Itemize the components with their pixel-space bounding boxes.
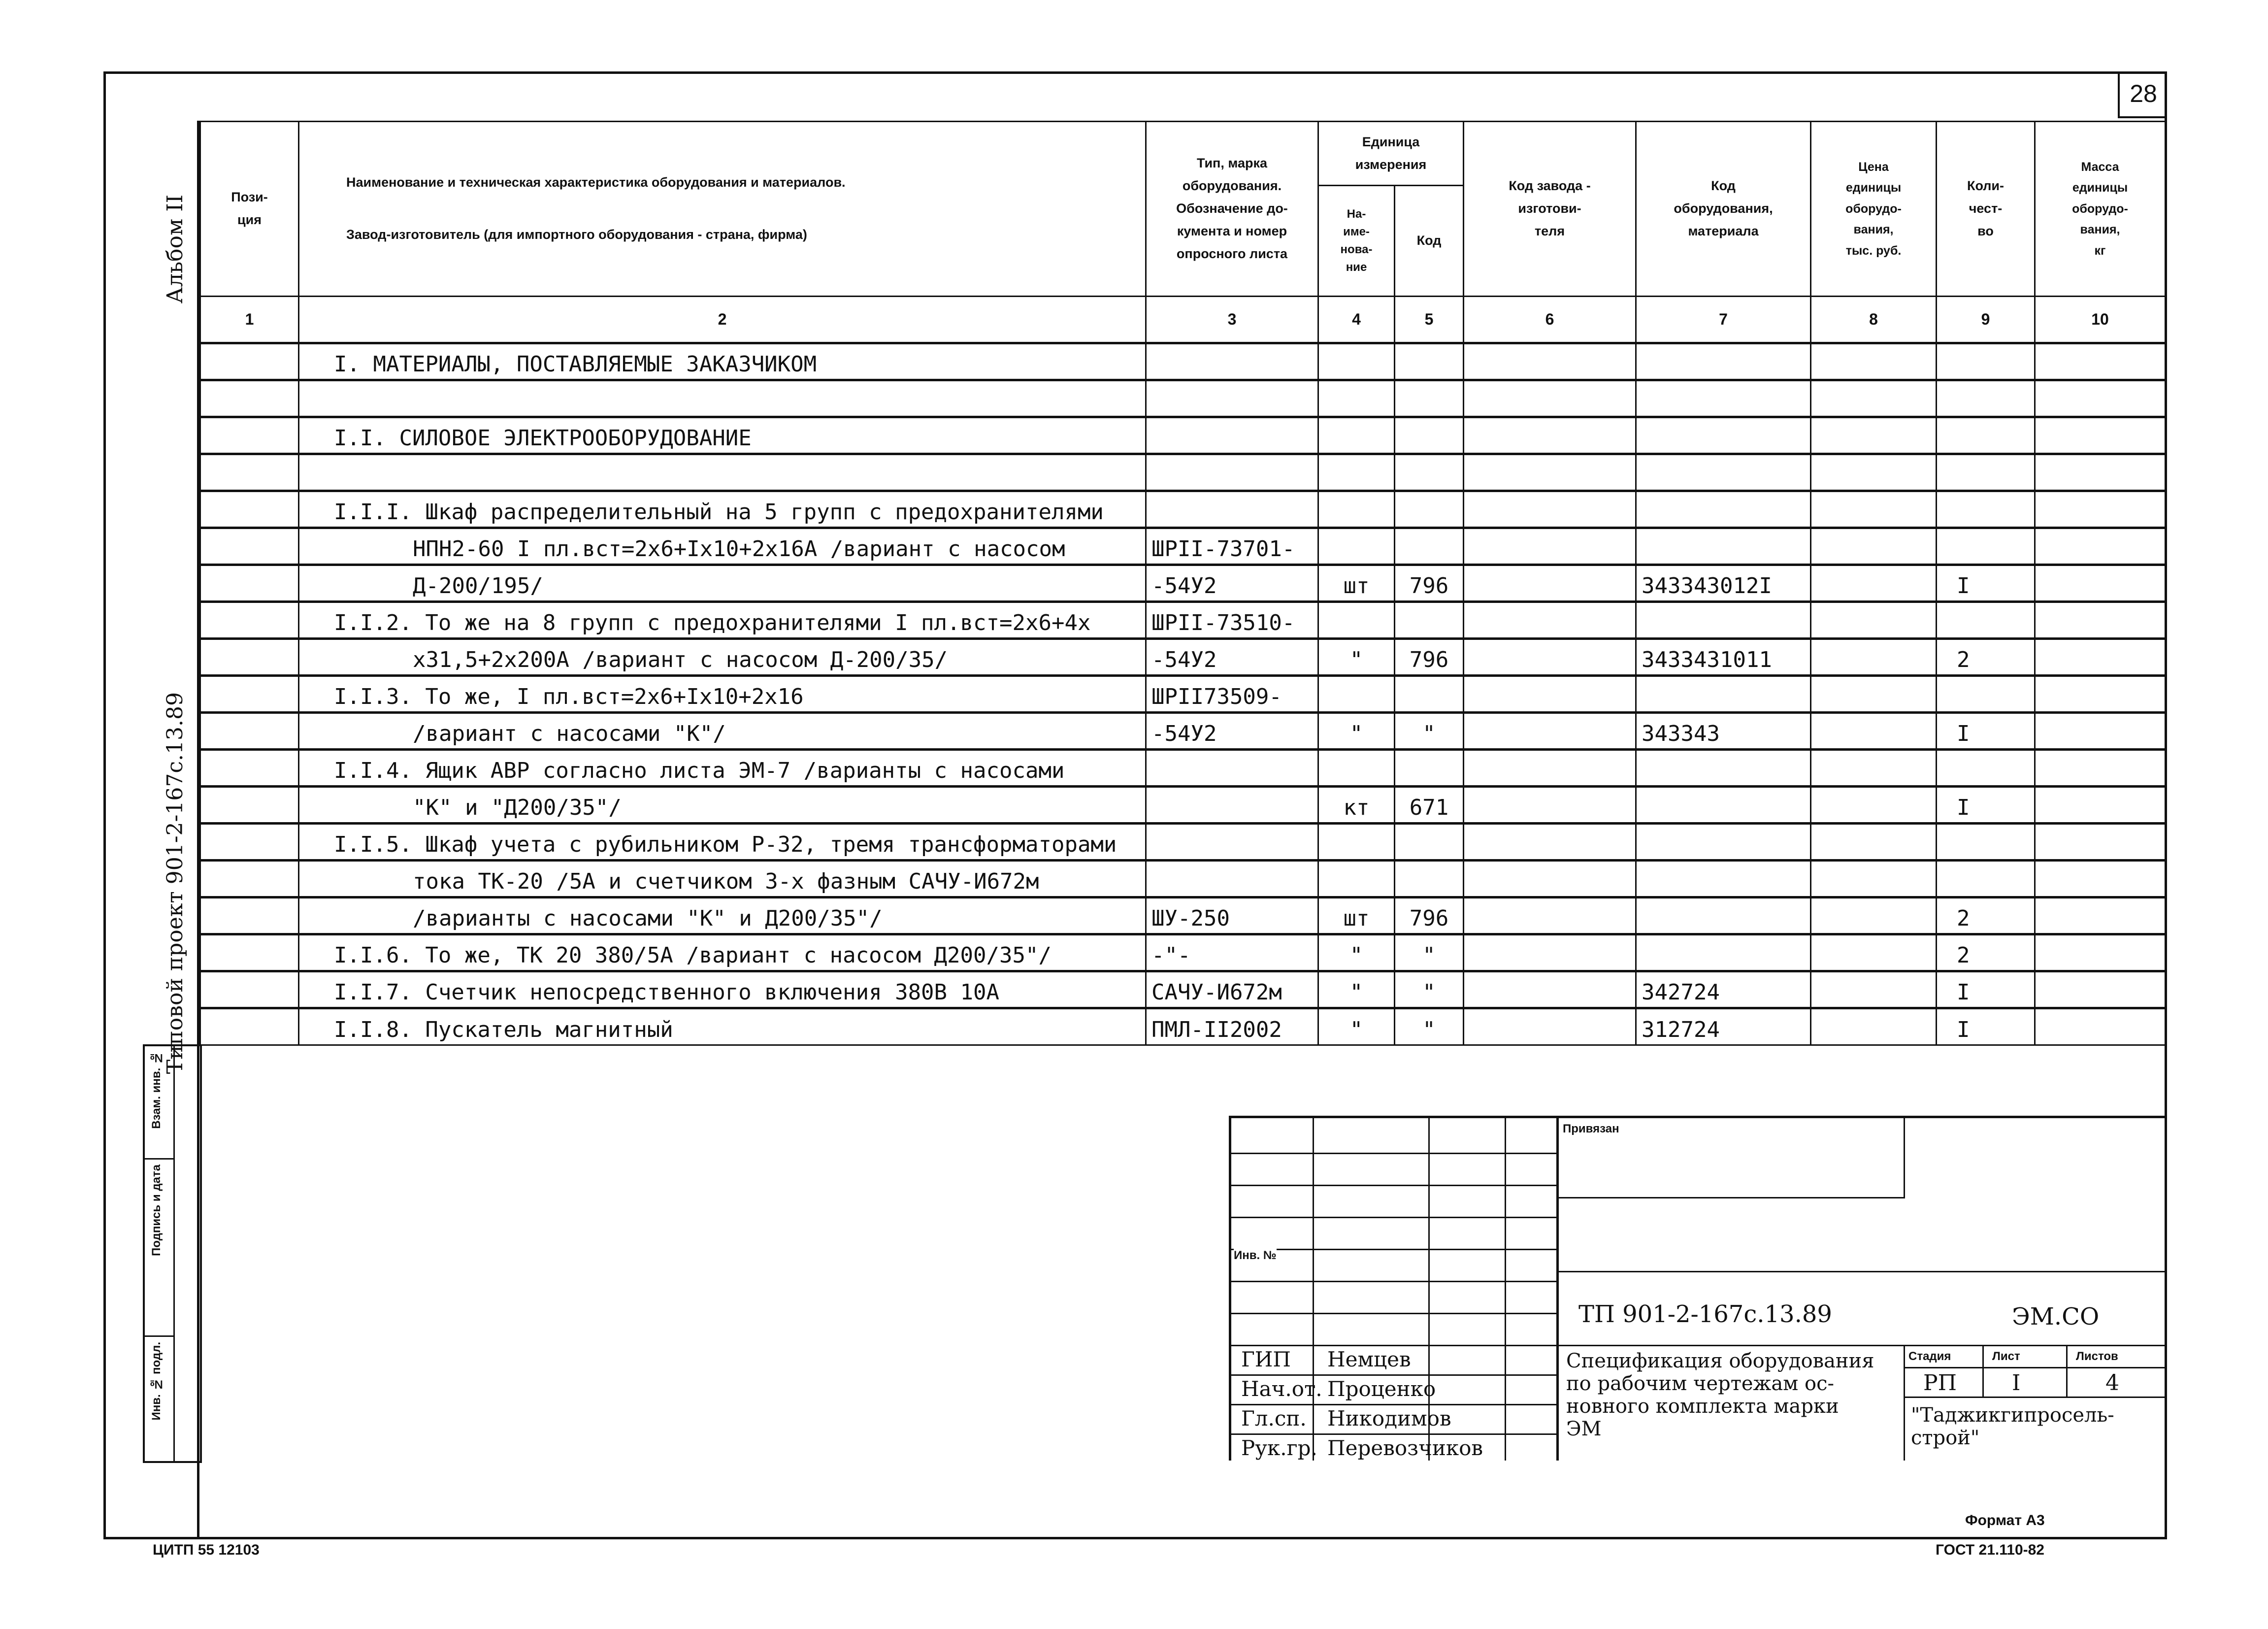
cell-unit	[1318, 454, 1395, 491]
cell-unit: "	[1318, 639, 1395, 676]
cell-mat	[1636, 417, 1811, 454]
document-description-line: по рабочим чертежам ос-	[1566, 1372, 1835, 1395]
table-row	[200, 343, 2166, 380]
table-row	[200, 380, 2166, 417]
cell-name: I.I. СИЛОВОЕ ЭЛЕКТРООБОРУДОВАНИЕ	[299, 417, 1146, 454]
cell-qty: 2	[1937, 898, 2035, 934]
cell-type	[1146, 861, 1318, 898]
signature-role: ГИП	[1241, 1347, 1291, 1371]
cell-mat	[1636, 861, 1811, 898]
cell-code	[1395, 528, 1464, 565]
cell-unit: шт	[1318, 898, 1395, 934]
cell-name: I.I.I. Шкаф распределительный на 5 групп с предохранителями	[299, 491, 1146, 528]
cell-unit	[1318, 417, 1395, 454]
cell-name: I.I.5. Шкаф учета с рубильником Р-32, тремя трансформаторами	[299, 824, 1146, 861]
table-row	[200, 750, 2166, 787]
inv-label: Инв. №	[1234, 1249, 1277, 1262]
title-block	[1229, 1116, 2167, 1461]
cell-mat	[1636, 787, 1811, 824]
cell-code	[1395, 750, 1464, 787]
footer-format: Формат А3	[1965, 1512, 2045, 1529]
cell-code: 796	[1395, 565, 1464, 602]
cell-type	[1146, 824, 1318, 861]
cell-unit	[1318, 491, 1395, 528]
cell-type	[1146, 454, 1318, 491]
header-equipment-code: Код оборудования, материала	[1636, 122, 1811, 297]
header-name: Наименование и техническая характеристика оборудования и материалов. Завод-изготовитель (для импортного оборудования - страна, фирма)	[299, 122, 1146, 297]
table-row	[200, 787, 2166, 824]
table-row	[200, 565, 2166, 602]
cell-type	[1146, 491, 1318, 528]
cell-code: 671	[1395, 787, 1464, 824]
table-row	[200, 713, 2166, 750]
stage-label: Стадия	[1908, 1350, 1951, 1363]
document-description-line: Спецификация оборудования	[1566, 1350, 1874, 1372]
cell-unit	[1318, 380, 1395, 417]
cell-type: ШРII-73701-	[1146, 528, 1318, 565]
header-manufacturer-code: Код завода - изготови- теля	[1464, 122, 1636, 297]
cell-qty	[1937, 750, 2035, 787]
cell-type: ШРII-73510-	[1146, 602, 1318, 639]
cell-mat: 312724	[1636, 1008, 1811, 1045]
organization-line: строй"	[1911, 1427, 1980, 1449]
table-row	[200, 971, 2166, 1008]
cell-code: "	[1395, 1008, 1464, 1045]
cell-mat	[1636, 380, 1811, 417]
title-block-right	[1556, 1118, 2167, 1461]
cell-name: I.I.7. Счетчик непосредственного включения 380В 10А	[299, 971, 1146, 1008]
cell-mat	[1636, 528, 1811, 565]
cell-mat	[1636, 343, 1811, 380]
cell-mat: 3433431011	[1636, 639, 1811, 676]
table-row	[200, 602, 2166, 639]
cell-unit	[1318, 824, 1395, 861]
cell-code: 796	[1395, 898, 1464, 934]
table-row	[200, 454, 2166, 491]
document-description-line: новного комплекта марки	[1566, 1395, 1839, 1418]
cell-code	[1395, 676, 1464, 713]
cell-type: -54У2	[1146, 713, 1318, 750]
cell-name: Д-200/195/	[299, 565, 1146, 602]
header-unit-price: Цена единицы оборудо- вания, тыс. руб.	[1811, 122, 1937, 297]
sheet-value: I	[2012, 1370, 2021, 1396]
cell-unit	[1318, 750, 1395, 787]
cell-type: -54У2	[1146, 639, 1318, 676]
table-row	[200, 528, 2166, 565]
cell-qty: 2	[1937, 934, 2035, 971]
cell-type	[1146, 750, 1318, 787]
cell-code: "	[1395, 713, 1464, 750]
header-unit-mass: Масса единицы оборудо- вания, кг	[2035, 122, 2166, 297]
signature-name: Проценко	[1327, 1377, 1436, 1401]
table-row	[200, 824, 2166, 861]
linked-label: Привязан	[1563, 1122, 1619, 1135]
cell-qty	[1937, 861, 2035, 898]
footer-left: ЦИТП 55 12103	[153, 1542, 260, 1558]
cell-unit	[1318, 861, 1395, 898]
cell-name: НПН2-60 I пл.вст=2х6+Iх10+2х16А /вариант с насосом	[299, 528, 1146, 565]
cell-mat	[1636, 750, 1811, 787]
colnum-5: 5	[1395, 297, 1464, 343]
cell-unit: "	[1318, 934, 1395, 971]
cell-name: I.I.8. Пускатель магнитный	[299, 1008, 1146, 1045]
cell-code: "	[1395, 971, 1464, 1008]
table-row	[200, 491, 2166, 528]
cell-code	[1395, 417, 1464, 454]
cell-name: I.I.6. То же, ТК 20 380/5А /вариант с насосом Д200/35"/	[299, 934, 1146, 971]
table-row	[200, 1008, 2166, 1045]
document-description-line: ЭМ	[1566, 1418, 1602, 1440]
header-position: Пози- ция	[200, 122, 299, 297]
cell-code	[1395, 454, 1464, 491]
cell-unit	[1318, 676, 1395, 713]
table-row	[200, 898, 2166, 934]
cell-qty	[1937, 380, 2035, 417]
cell-type	[1146, 343, 1318, 380]
cell-qty: I	[1937, 1008, 2035, 1045]
cell-qty: I	[1937, 971, 2035, 1008]
cell-name: /вариант с насосами "К"/	[299, 713, 1146, 750]
header-quantity: Коли- чест- во	[1937, 122, 2035, 297]
cell-type: САЧУ-И672м	[1146, 971, 1318, 1008]
specification-table	[199, 121, 2166, 1046]
cell-mat	[1636, 491, 1811, 528]
table-row	[200, 676, 2166, 713]
colnum-4: 4	[1318, 297, 1395, 343]
header-unit-name: На- име- нова- ние	[1318, 186, 1395, 297]
cell-name: I.I.3. То же, I пл.вст=2х6+Iх10+2х16	[299, 676, 1146, 713]
cell-type	[1146, 380, 1318, 417]
signature-name: Немцев	[1327, 1347, 1411, 1371]
colnum-1: 1	[200, 297, 299, 343]
colnum-6: 6	[1464, 297, 1636, 343]
table-row	[200, 417, 2166, 454]
cell-name: тока ТК-20 /5А и счетчиком 3-х фазным САЧУ-И672м	[299, 861, 1146, 898]
page-number: 28	[2118, 71, 2167, 118]
sheet-label: Лист	[1992, 1350, 2020, 1363]
cell-mat: 342724	[1636, 971, 1811, 1008]
cell-code: 796	[1395, 639, 1464, 676]
cell-type: ШРII73509-	[1146, 676, 1318, 713]
title-block-grid	[1231, 1118, 1556, 1461]
stage-value: РП	[1923, 1370, 1957, 1396]
colnum-7: 7	[1636, 297, 1811, 343]
cell-mat	[1636, 824, 1811, 861]
table-row	[200, 934, 2166, 971]
cell-mat	[1636, 676, 1811, 713]
cell-unit: "	[1318, 971, 1395, 1008]
table-row	[200, 639, 2166, 676]
cell-name	[299, 380, 1146, 417]
cell-qty	[1937, 417, 2035, 454]
cell-code	[1395, 602, 1464, 639]
cell-code	[1395, 861, 1464, 898]
cell-mat	[1636, 898, 1811, 934]
sheets-label: Листов	[2076, 1350, 2118, 1363]
stamp-original-inv: Инв. № подл.	[150, 1342, 163, 1421]
cell-name: I. МАТЕРИАЛЫ, ПОСТАВЛЯЕМЫЕ ЗАКАЗЧИКОМ	[299, 343, 1146, 380]
signature-role: Рук.гр.	[1241, 1436, 1317, 1460]
cell-type	[1146, 417, 1318, 454]
signature-role: Гл.сп.	[1241, 1406, 1307, 1430]
table-row	[200, 861, 2166, 898]
signature-name: Никодимов	[1327, 1406, 1451, 1430]
cell-qty: 2	[1937, 639, 2035, 676]
cell-name: х31,5+2х200А /вариант с насосом Д-200/35/	[299, 639, 1146, 676]
cell-mat	[1636, 454, 1811, 491]
cell-type	[1146, 787, 1318, 824]
cell-name: I.I.4. Ящик АВР согласно листа ЭМ-7 /варианты с насосами	[299, 750, 1146, 787]
header-unit-code: Код	[1395, 186, 1464, 297]
footer-standard: ГОСТ 21.110-82	[1936, 1542, 2044, 1558]
stamp-replacement-inv: Взам. инв. №	[145, 1046, 173, 1160]
document-code: ТП 901-2-167с.13.89	[1578, 1300, 1832, 1328]
cell-mat	[1636, 934, 1811, 971]
cell-name: "К" и "Д200/35"/	[299, 787, 1146, 824]
cell-unit	[1318, 343, 1395, 380]
cell-code	[1395, 343, 1464, 380]
header-unit-group: Единица измерения	[1318, 122, 1464, 186]
header-type: Тип, марка оборудования. Обозначение до- кумента и номер опросного листа	[1146, 122, 1318, 297]
cell-qty: I	[1937, 787, 2035, 824]
cell-unit: шт	[1318, 565, 1395, 602]
cell-code: "	[1395, 934, 1464, 971]
sheets-value: 4	[2105, 1370, 2119, 1396]
sheet-code: ЭМ.СО	[2012, 1303, 2100, 1330]
signature-name: Перевозчиков	[1327, 1436, 1483, 1460]
cell-qty	[1937, 454, 2035, 491]
cell-mat: 343343012I	[1636, 565, 1811, 602]
cell-unit: "	[1318, 713, 1395, 750]
cell-type: ШУ-250	[1146, 898, 1318, 934]
cell-code	[1395, 380, 1464, 417]
cell-code	[1395, 824, 1464, 861]
colnum-9: 9	[1937, 297, 2035, 343]
cell-unit	[1318, 602, 1395, 639]
cell-unit: "	[1318, 1008, 1395, 1045]
approval-stamps	[143, 1044, 202, 1463]
cell-unit	[1318, 528, 1395, 565]
album-label: Альбом II	[163, 195, 188, 304]
signature-role: Нач.от.	[1241, 1377, 1322, 1401]
cell-qty: I	[1937, 565, 2035, 602]
cell-name: I.I.2. То же на 8 групп с предохранителями I пл.вст=2х6+4х	[299, 602, 1146, 639]
colnum-8: 8	[1811, 297, 1937, 343]
cell-qty	[1937, 343, 2035, 380]
cell-type: ПМЛ-II2002	[1146, 1008, 1318, 1045]
colnum-3: 3	[1146, 297, 1318, 343]
cell-name: /варианты с насосами "К" и Д200/35"/	[299, 898, 1146, 934]
cell-type: -54У2	[1146, 565, 1318, 602]
stamp-signature-date: Подпись и дата	[145, 1160, 173, 1337]
cell-code	[1395, 491, 1464, 528]
cell-type: -"-	[1146, 934, 1318, 971]
cell-qty	[1937, 676, 2035, 713]
cell-qty	[1937, 602, 2035, 639]
cell-qty	[1937, 824, 2035, 861]
cell-unit: кт	[1318, 787, 1395, 824]
cell-qty	[1937, 528, 2035, 565]
cell-name	[299, 454, 1146, 491]
cell-qty	[1937, 491, 2035, 528]
project-label: Типовой проект 901-2-167с.13.89	[163, 692, 188, 1074]
colnum-2: 2	[299, 297, 1146, 343]
cell-mat: 343343	[1636, 713, 1811, 750]
organization-line: "Таджикгипросель-	[1911, 1404, 2114, 1427]
cell-mat	[1636, 602, 1811, 639]
colnum-10: 10	[2035, 297, 2166, 343]
cell-qty: I	[1937, 713, 2035, 750]
